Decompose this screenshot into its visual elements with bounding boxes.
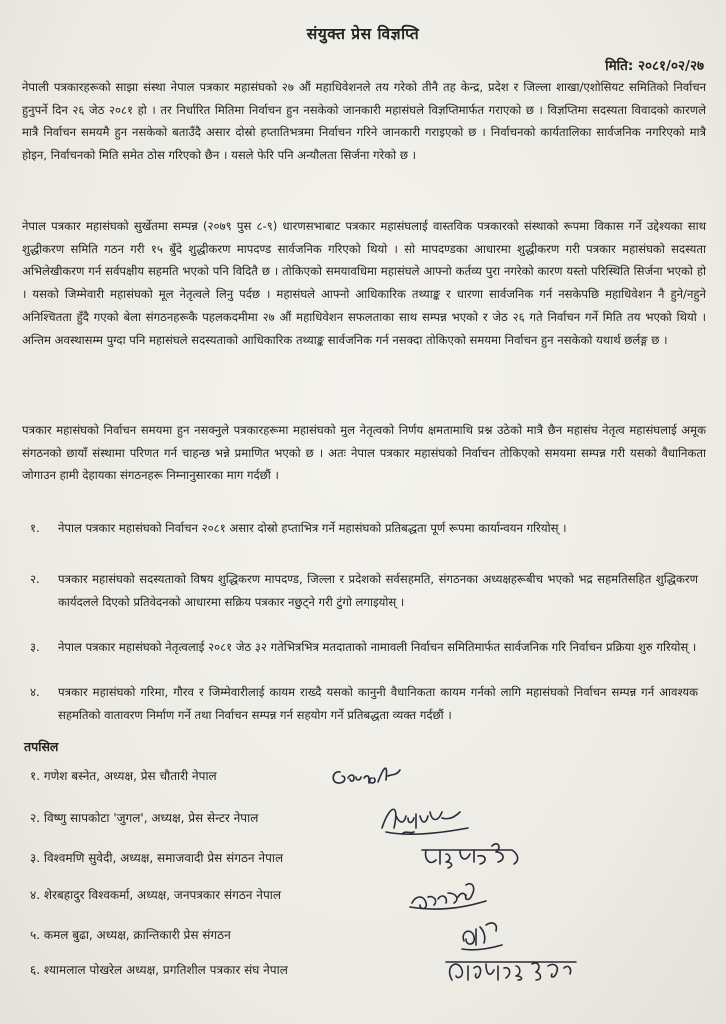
signature-image (404, 875, 494, 919)
signatory-text: ४. शेरबहादुर विश्वकर्मा, अध्यक्ष, जनपत्रकार संगठन नेपाल (30, 888, 282, 902)
signatory-text: २. विष्णु सापकोटा 'जुगल', अध्यक्ष, प्रेस सेन्टर नेपाल (30, 811, 259, 825)
signature-image (416, 838, 536, 878)
demand-text: पत्रकार महासंघको सदस्यताको विषय शुद्धिकरण मापदण्ड, जिल्ला र प्रदेशको सर्वसहमति, संगठनका अध्यक्षहरूबीच भएको भद्र सहमतिसहित शुद्धिकरण कार्यदलले दिएको प्रतिवेदनको आधारमा सक्रिय पत्रकार नछुट्ने गरी टुंगो लगाइयोस् । (58, 572, 698, 609)
details-heading: तपसिल (24, 739, 59, 754)
signature-image (440, 950, 590, 994)
signatory-row (0, 766, 726, 806)
signatory-row (0, 960, 726, 1000)
signatory-text: ५. कमल बुढा, अध्यक्ष, क्रान्तिकारी प्रेस संगठन (30, 928, 231, 942)
signatory-row (0, 925, 726, 965)
paragraph-3: पत्रकार महासंघको निर्वाचन समयमा हुन नसक्नुले पत्रकारहरूमा महासंघको मुल नेतृत्वको निर्णय क्षमतामाथि प्रश्न उठेको मात्रै छैन महासंघ नेतृत्व महासंघलाई अमूक संगठनको छायाँ संस्थामा परिणत गर्न चाहन्छ भन्ने प्रमाणित भएको छ । अतः नेपाल पत्रकार महासंघको निर्वाचन तोकिएको समयमा सम्पन्न गरी यसको वैधानिकता जोगाउन हामी देहायका संगठनहरू निम्नानुसारका माग गर्दछौं । (22, 423, 706, 483)
document-title: संयुक्त प्रेस विज्ञप्ति (306, 25, 420, 43)
signatory-text: ६. श्यामलाल पोखरेल अध्यक्ष, प्रगतिशील पत्रकार संघ नेपाल (30, 963, 288, 977)
signatory-row (0, 808, 726, 848)
paragraph-1: नेपाली पत्रकारहरूको साझा संस्था नेपाल पत्रकार महासंघको २७ औं महाधिवेशनले तय गरेको तीनै तह केन्द्र, प्रदेश र जिल्ला शाखा/एशोसियट समितिको निर्वाचन हुनुपर्ने दिन २६ जेठ २०८१ हो । तर निर्धारित मितिमा निर्वाचन हुन नसकेको जानकारी महासंघले विज्ञप्तिमार्फत गराएको छ । विज्ञप्तिमा सदस्यता विवादको कारणले मात्रै निर्वाचन समयमै हुन नसकेको बताउँदै असार दोस्रो हप्तातिभत्रमा निर्वाचन गरिने जानकारी गराइएको छ । निर्वाचनको कार्यतालिका सार्वजनिक नगरिएको मात्रै होइन, निर्वाचनको मिति समेत ठोस गरिएको छैन । यसले फेरि पनि अन्यौलता सिर्जना गरेको छ । (22, 80, 706, 163)
demand-number: २. (30, 572, 40, 586)
demand-text: नेपाल पत्रकार महासंघको नेतृत्वलाई २०८१ जेठ ३२ गतेभित्रभित्र मतदाताको नामावली निर्वाचन समितिमार्फत सार्वजनिक गरि निर्वाचन प्रक्रिया शुरु गरियोस् । (58, 640, 697, 654)
demand-text: नेपाल पत्रकार महासंघको निर्वाचन २०८१ असार दोस्रो हप्ताभित्र गर्ने महासंघको प्रतिबद्धता पूर्ण रूपमा कार्यान्वयन गरियोस् । (58, 521, 567, 535)
signatory-row (0, 885, 726, 925)
signatory-row (0, 848, 726, 888)
signatory-text: १. गणेश बस्नेत, अध्यक्ष, प्रेस चौतारी नेपाल (30, 769, 217, 783)
demand-number: ३. (30, 640, 40, 654)
document-date: मिति: २०८१/०२/२७ (605, 58, 704, 74)
signatory-text: ३. विश्वमणि सुवेदी, अध्यक्ष, समाजवादी प्रेस संगठन नेपाल (30, 851, 284, 865)
paragraph-2: नेपाल पत्रकार महासंघको सुर्खेतमा सम्पन्न (२०७९ पुस ८-९) धारणसभाबाट पत्रकार महासंघलाई वास्तविक पत्रकारको संस्थाको रूपमा विकास गर्ने उद्देश्यका साथ शुद्धीकरण समिति गठन गरी १५ बुँदे शुद्धीकरण मापदण्ड सार्वजनिक गरिएको थियो । सो मापदण्डका आधारमा शुद्धीकरण गरी पत्रकार महासंघको सदस्यता अभिलेखीकरण गर्न सर्वपक्षीय सहमति भएको पनि विदितै छ । तोकिएको समयावधिमा महासंघले आफ्नो कर्तव्य पुरा नगरेको कारण यस्तो परिस्थिति सिर्जना भएको हो । यसको जिम्मेवारी महासंघको मूल नेतृत्वले लिनु पर्दछ । महासंघले आफ्नो आधिकारिक तथ्याङ्क र धारणा सार्वजनिक गर्न नसकेपछि महाधिवेशन नै हुने/नहुने अनिश्चितता हुँदै गएको बेला संगठनहरूकै पहलकदमीमा २७ औं महाधिवेशन सफलताका साथ सम्पन्न भएको र जेठ २६ गते निर्वाचन गर्ने मिति तय भएको थियो । अन्तिम अवस्थासम्म पुग्दा पनि महासंघले सदस्यताको आधिकारिक तथ्याङ्क सार्वजनिक गर्न नसक्दा तोकिएको समयमा निर्वाचन हुन नसकेको यथार्थ छर्लङ्ग छ । (22, 219, 706, 347)
signature-image (326, 756, 416, 796)
demand-text: पत्रकार महासंघको गरिमा, गौरव र जिम्मेवारीलाई कायम राख्दै यसको कानुनी वैधानिकता कायम गर्नको लागि महासंघको निर्वाचन सम्पन्न गर्न आवश्यक सहमतिको वातावरण निर्माण गर्ने तथा निर्वाचन सम्पन्न गर्न सहयोग गर्ने प्रतिबद्धता व्यक्त गर्दछौं । (58, 685, 698, 722)
demand-number: ४. (30, 685, 40, 699)
demand-number: १. (30, 521, 40, 535)
